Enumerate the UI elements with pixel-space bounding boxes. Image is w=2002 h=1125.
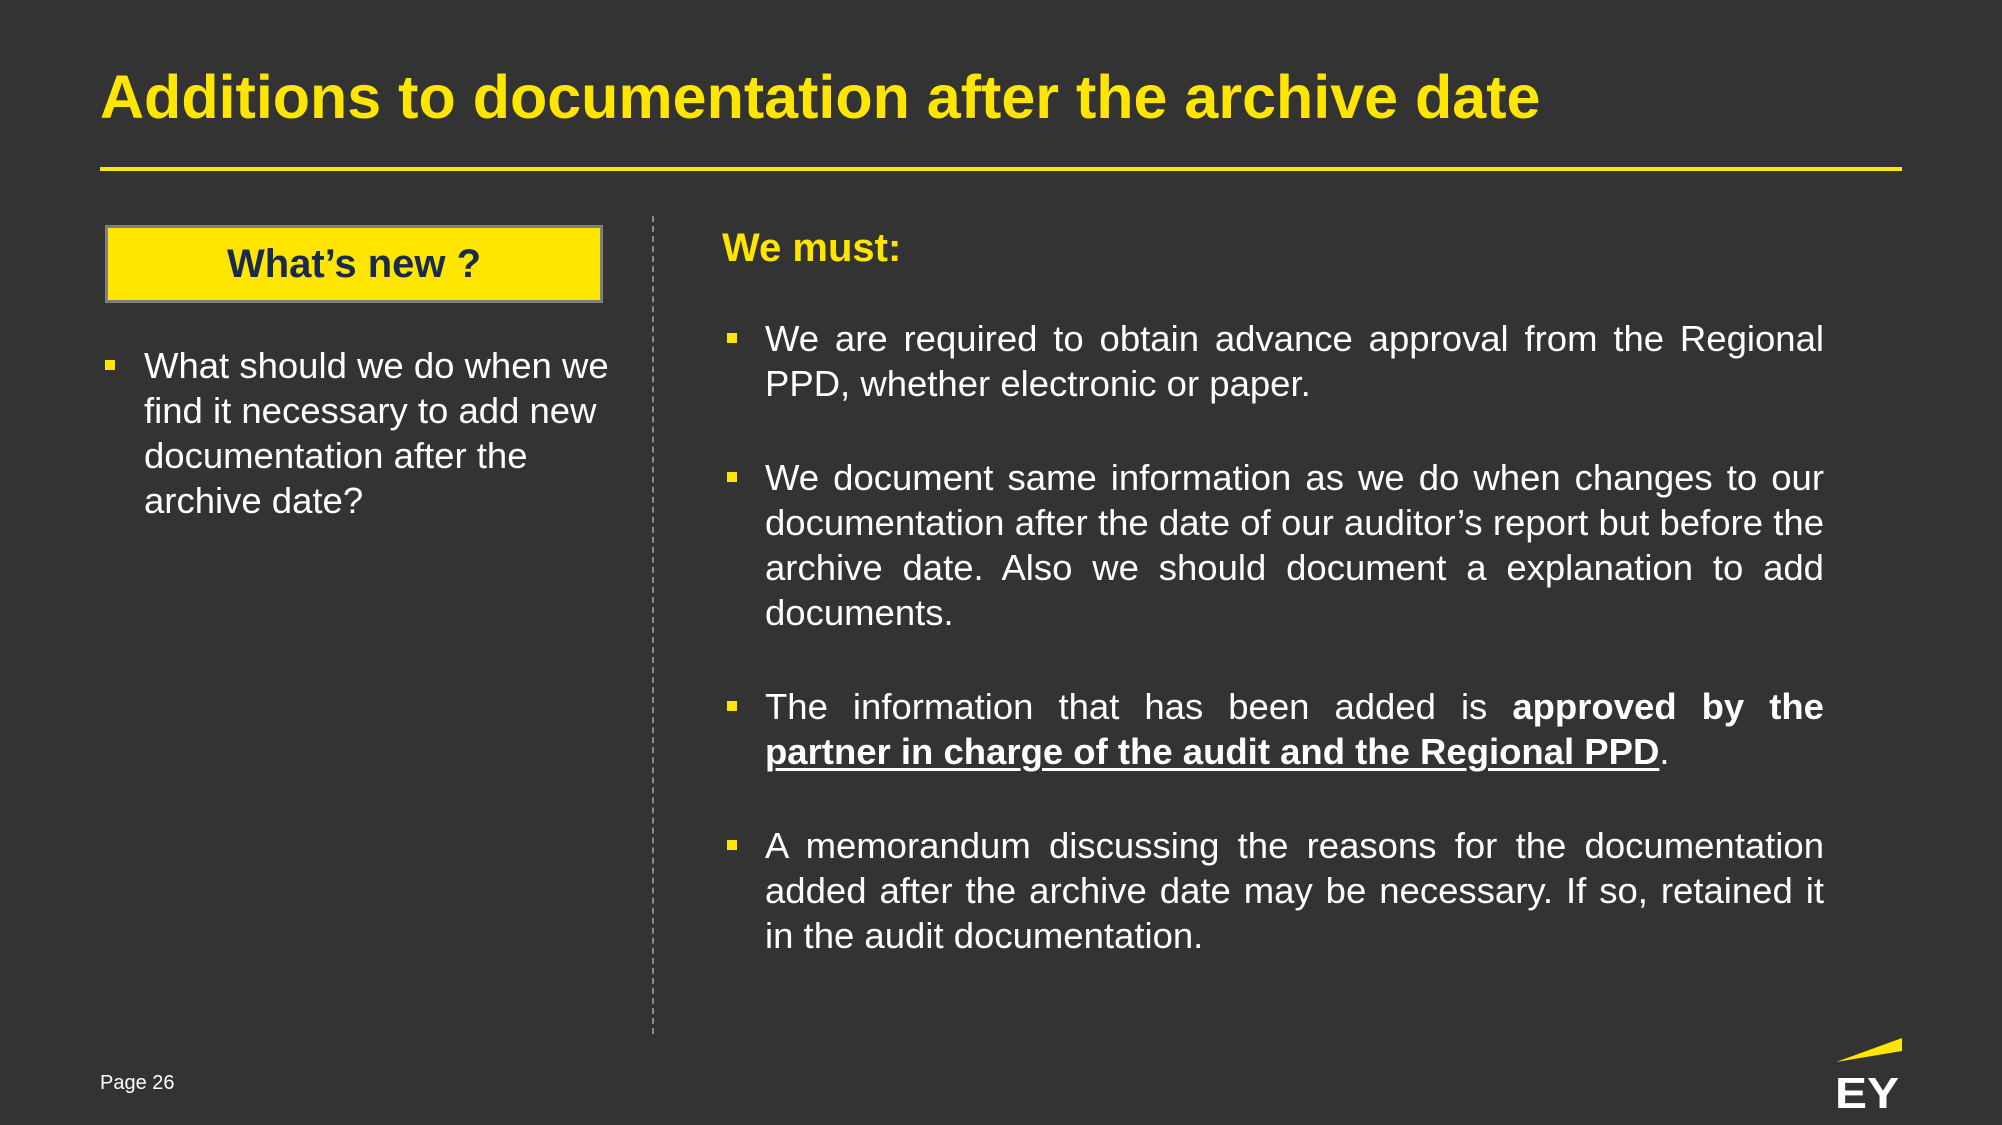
requirement-text: A memorandum discussing the reasons for the documentation added after the archive date may be necessary. If so, retained it in the audit documentation. bbox=[765, 825, 1824, 956]
whats-new-label: What’s new ? bbox=[226, 241, 482, 286]
title-underline bbox=[100, 167, 1902, 171]
page-number: Page 26 bbox=[100, 1072, 175, 1094]
list-item bbox=[100, 343, 630, 523]
square-bullet-icon bbox=[727, 701, 737, 711]
left-question-list bbox=[100, 343, 630, 523]
list-item bbox=[722, 316, 1824, 406]
column-divider bbox=[652, 216, 654, 1034]
we-must-heading: We must: bbox=[722, 226, 902, 270]
ey-logo-icon bbox=[1834, 1036, 1904, 1111]
requirement-text-prefix: The information that has been added is bbox=[765, 686, 1513, 727]
requirement-text-suffix: . bbox=[1659, 731, 1670, 772]
requirements-list bbox=[722, 316, 1824, 958]
slide-title: Additions to documentation after the archive date bbox=[100, 63, 1541, 131]
square-bullet-icon bbox=[727, 472, 737, 482]
question-text: What should we do when we find it necessary to add new documentation after the archive date? bbox=[144, 345, 609, 521]
whats-new-box bbox=[105, 225, 603, 303]
list-item bbox=[722, 684, 1824, 774]
requirement-text: We are required to obtain advance approval from the Regional PPD, whether electronic or paper. bbox=[765, 318, 1824, 404]
ey-logo-text: EY bbox=[1835, 1069, 1899, 1111]
list-item bbox=[722, 823, 1824, 958]
square-bullet-icon bbox=[727, 840, 737, 850]
requirement-text-bold-underline: partner in charge of the audit and the Regional PPD bbox=[765, 731, 1660, 772]
square-bullet-icon bbox=[727, 333, 737, 343]
requirement-text-bold: approved by the bbox=[1512, 686, 1824, 727]
list-item bbox=[722, 455, 1824, 635]
square-bullet-icon bbox=[105, 360, 115, 370]
requirement-text: We document same information as we do when changes to our documentation after the date of our auditor’s report but before the archive date. Also we should document a explanation to add documents. bbox=[765, 457, 1824, 633]
